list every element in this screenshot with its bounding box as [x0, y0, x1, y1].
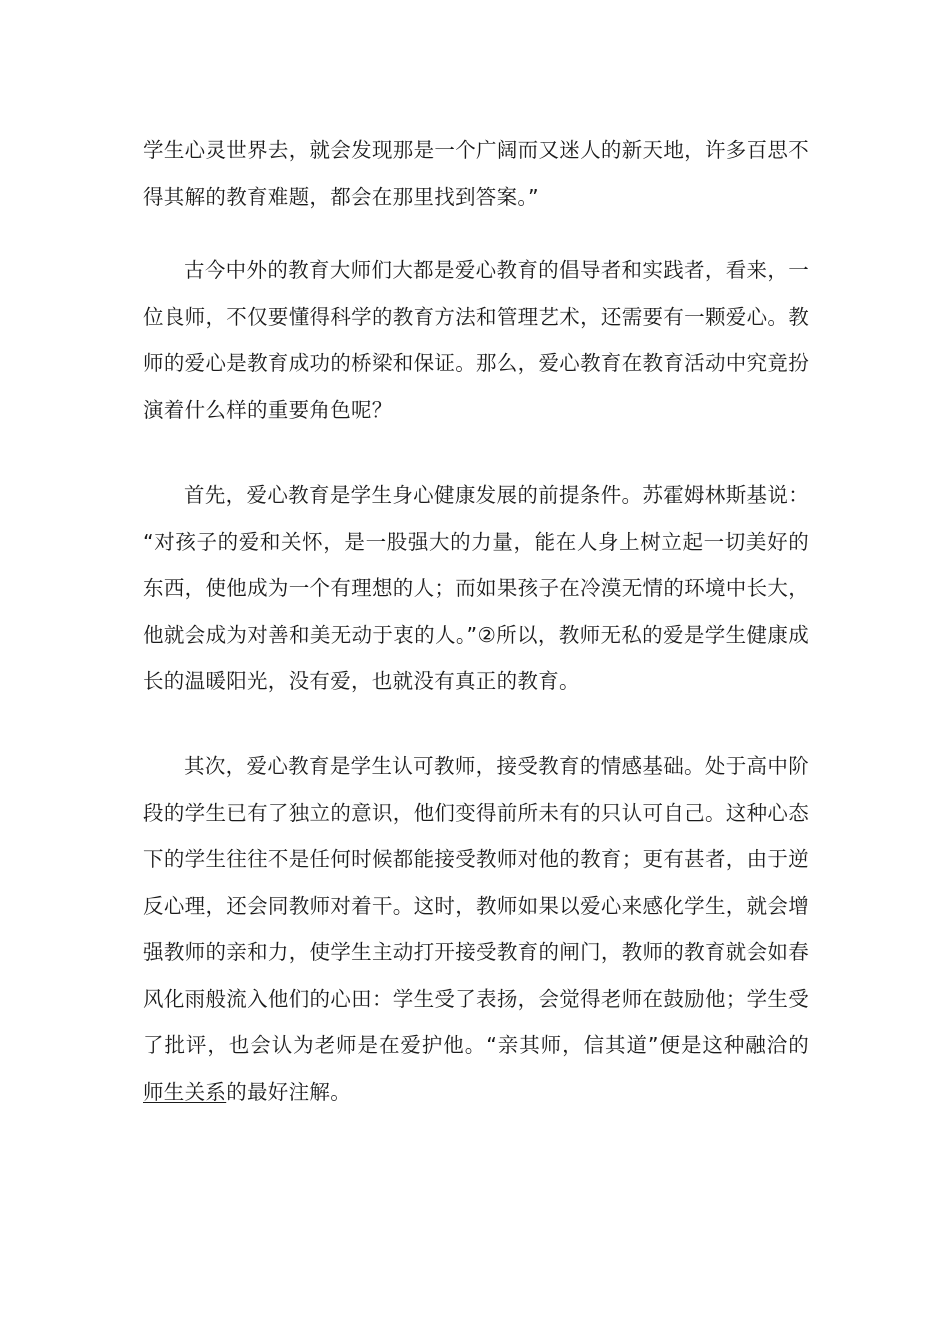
- underlined-term: 师生关系: [143, 1079, 227, 1104]
- paragraph-second-point-text: 其次，爱心教育是学生认可教师，接受教育的情感基础。处于高中阶段的学生已有了独立的意识，他们变得前所未有的只认可自己。这种心态下的学生往往不是任何时候都能接受教师对他的教育；更有甚者，由于逆反心理，还会同教师对着干。这时，教师如果以爱心来感化学生，就会增强教师的亲和力，使学生主动打开接受教育的闸门，教师的教育就会如春风化雨般流入他们的心田：学生受了表扬，会觉得老师在鼓励他；学生受了批评，也会认为老师是在爱护他。“亲其师，信其道”便是这种融洽的: [143, 754, 809, 1057]
- paragraph-second-point-ending: 的最好注解。: [226, 1079, 352, 1104]
- paragraph-second-point: [143, 743, 809, 1115]
- paragraph-education-masters: 古今中外的教育大师们大都是爱心教育的倡导者和实践者，看来，一位良师，不仅要懂得科学的教育方法和管理艺术，还需要有一颗爱心。教师的爱心是教育成功的桥梁和保证。那么，爱心教育在教育活动中究竟扮演着什么样的重要角色呢？: [143, 258, 809, 422]
- paragraph-continuation: 学生心灵世界去，就会发现那是一个广阔而又迷人的新天地，许多百思不得其解的教育难题，都会在那里找到答案。”: [143, 138, 809, 209]
- paragraph-first-point: 首先，爱心教育是学生身心健康发展的前提条件。苏霍姆林斯基说：“对孩子的爱和关怀，是一股强大的力量，能在人身上树立起一切美好的东西，使他成为一个有理想的人；而如果孩子在冷漠无情的环境中长大，他就会成为对善和美无动于衷的人。”②所以，教师无私的爱是学生健康成长的温暖阳光，没有爱，也就没有真正的教育。: [143, 483, 809, 693]
